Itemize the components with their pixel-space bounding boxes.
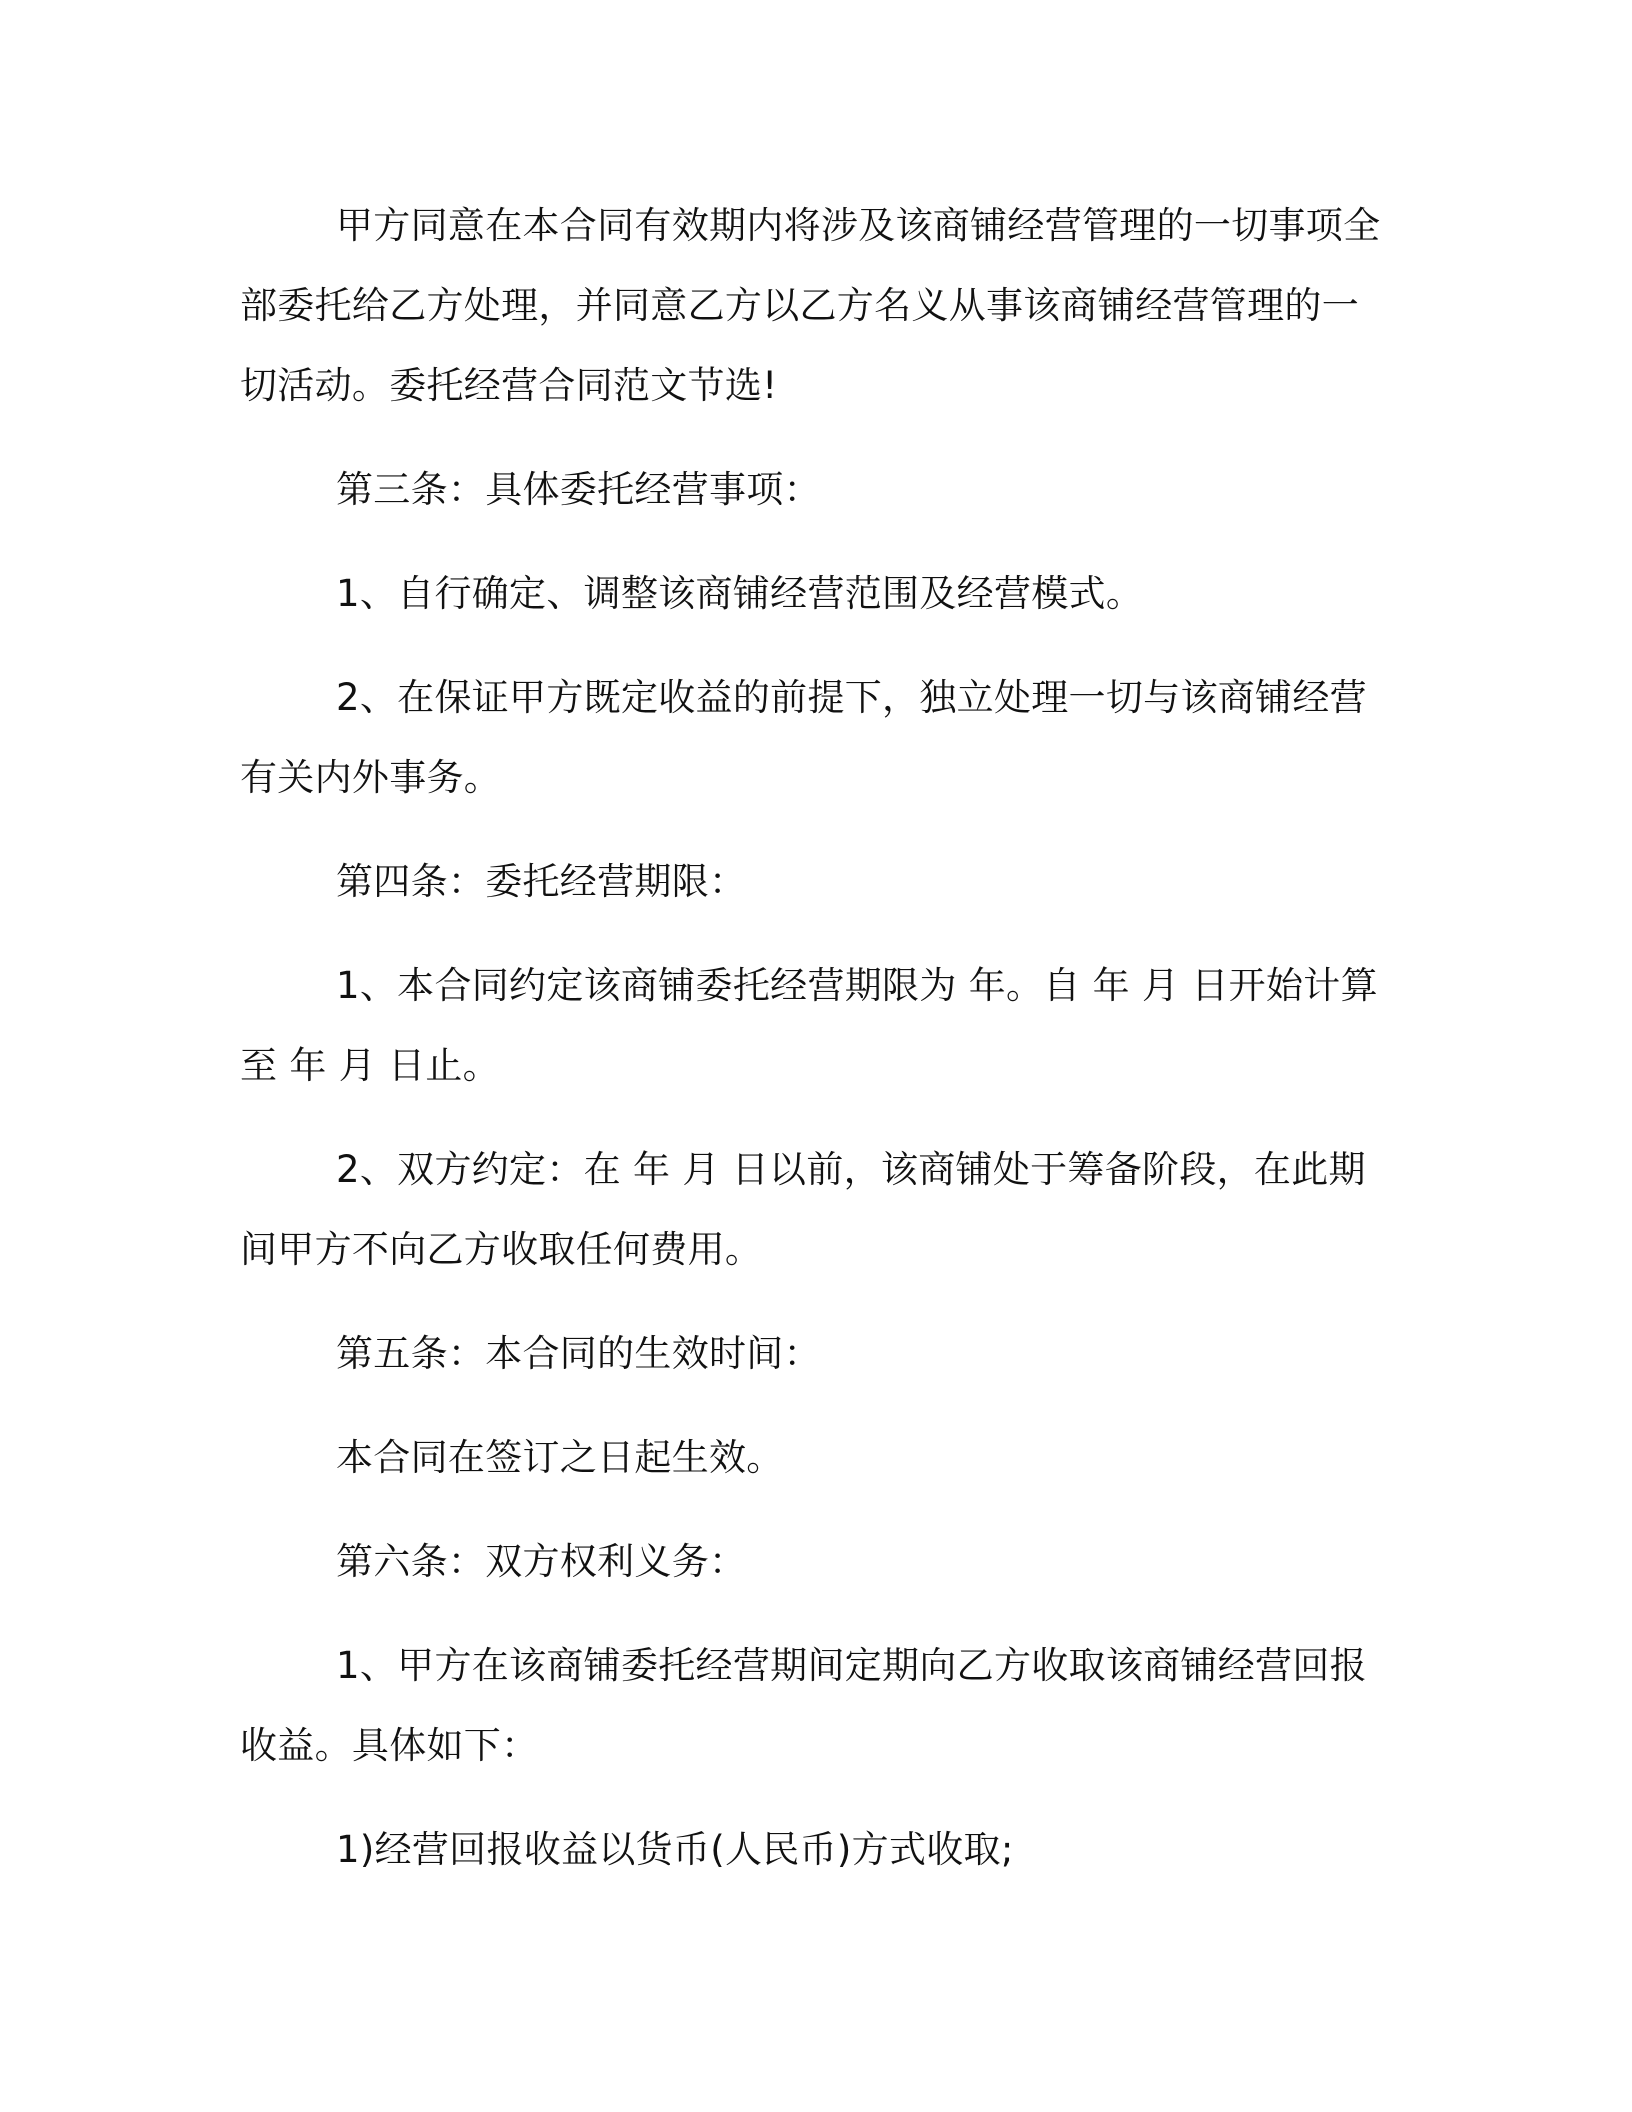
document-body	[240, 186, 1390, 1890]
article-5-heading: 第五条：本合同的生效时间：	[336, 1332, 821, 1375]
article-6-heading: 第六条：双方权利义务：	[336, 1540, 747, 1583]
article-4-heading: 第四条：委托经营期限：	[336, 860, 747, 903]
article-6-item-1: 1、甲方在该商铺委托经营期间定期向乙方收取该商铺经营回报收益。具体如下：	[240, 1644, 1367, 1767]
article-4-item-1: 1、本合同约定该商铺委托经营期限为 年。自 年 月 日开始计算至 年 月 日止。	[240, 964, 1378, 1087]
article-3-item-1: 1、自行确定、调整该商铺经营范围及经营模式。	[336, 572, 1144, 615]
paragraph-delegation-scope: 甲方同意在本合同有效期内将涉及该商铺经营管理的一切事项全部委托给乙方处理，并同意乙方以乙方名义从事该商铺经营管理的一切活动。委托经营合同范文节选!	[240, 204, 1381, 407]
article-5-body: 本合同在签订之日起生效。	[336, 1436, 784, 1479]
article-3-heading: 第三条：具体委托经营事项：	[336, 468, 821, 511]
article-4-item-2: 2、双方约定：在 年 月 日以前，该商铺处于筹备阶段，在此期间甲方不向乙方收取任何费用。	[240, 1148, 1366, 1271]
article-6-subitem-1: 1)经营回报收益以货币(人民币)方式收取;	[336, 1828, 1014, 1871]
article-3-item-2: 2、在保证甲方既定收益的前提下，独立处理一切与该商铺经营有关内外事务。	[240, 676, 1367, 799]
